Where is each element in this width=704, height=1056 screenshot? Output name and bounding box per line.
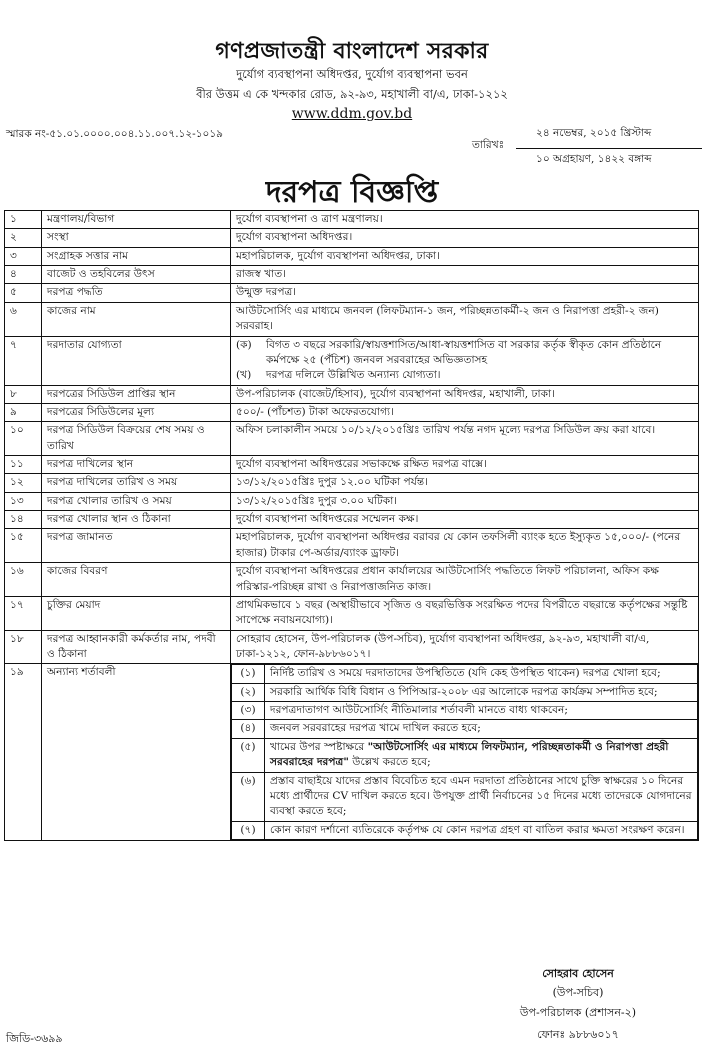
table-row xyxy=(5,336,699,385)
term-text: প্রস্তাব বাছাইয়ে যাদের প্রস্তাব বিবেচিত হবে এমন দরদাতা প্রতিষ্ঠানের সাথে চুক্তি স্বাক্ষরের ১০ দিনের মধ্যে প্রার্থীদের CV দাখিল করতে হবে। উপযুক্ত প্রার্থী নির্বাচনের ১৫ দিনের মধ্যে তাদেরকে যোগদানের ব্যবস্থা করতে হবে; xyxy=(265,772,698,821)
table-row xyxy=(5,456,699,474)
row-item: দরপত্রের সিডিউল প্রাপ্তির স্থান xyxy=(42,385,231,403)
date-gregorian: ২৪ নভেম্বর, ২০১৫ খ্রিস্টাব্দ xyxy=(536,127,652,139)
term-row xyxy=(232,702,698,720)
row-detail: মহাপরিচালক, দুর্যোগ ব্যবস্থাপনা অধিদপ্তর, ঢাকা। xyxy=(231,247,699,265)
row-item: সংস্থা xyxy=(42,229,231,247)
terms-cell xyxy=(231,664,699,841)
qualification-b-text: দরপত্র দলিলে উল্লিখিত অন্যান্য যোগ্যতা। xyxy=(266,369,441,382)
term-text-post: উল্লেখ করতে হবে; xyxy=(352,756,431,769)
row-item: দরপত্র খোলার স্থান ও ঠিকানা xyxy=(42,511,231,529)
row-detail: দুর্যোগ ব্যবস্থাপনা অধিদপ্তরের সভাকক্ষে রক্ষিত দরপত্র বাক্সে। xyxy=(231,456,699,474)
row-serial: ৫ xyxy=(5,284,42,302)
date-divider xyxy=(516,148,702,149)
term-number: (১) xyxy=(232,665,265,683)
date-label: তারিখঃ xyxy=(472,139,505,151)
row-item: চুক্তির মেয়াদ xyxy=(42,596,231,630)
row-serial: ৩ xyxy=(5,247,42,265)
table-row xyxy=(5,302,699,336)
row-serial: ২ xyxy=(5,229,42,247)
table-row xyxy=(5,630,699,664)
row-serial: ১৯ xyxy=(5,664,42,841)
table-row xyxy=(5,492,699,510)
website-link[interactable]: www.ddm.gov.bd xyxy=(291,106,413,122)
row-serial: ৮ xyxy=(5,385,42,403)
office-address: বীর উত্তম এ কে খন্দকার রোড, ৯২-৯৩, মহাখালী বা/এ, ঢাকা-১২১২ xyxy=(196,87,508,101)
row-serial: ১৪ xyxy=(5,511,42,529)
row-item: দরপত্র দাখিলের তারিখ ও সময় xyxy=(42,474,231,492)
table-row xyxy=(5,563,699,597)
row-serial: ১০ xyxy=(5,422,42,456)
row-detail: ৫০০/- (পাঁচশত) টাকা অফেরতযোগ্য। xyxy=(231,403,699,421)
row-serial: ১৩ xyxy=(5,492,42,510)
table-row xyxy=(5,247,699,265)
table-row xyxy=(5,284,699,302)
row-serial: ৯ xyxy=(5,403,42,421)
term-row xyxy=(232,738,698,772)
notice-table xyxy=(4,210,699,841)
table-row xyxy=(5,511,699,529)
term-text xyxy=(265,738,698,772)
term-number: (৪) xyxy=(232,720,265,738)
row-detail: দুর্যোগ ব্যবস্থাপনা ও ত্রাণ মন্ত্রণালয়। xyxy=(231,211,699,229)
row-item: দরপত্র আহ্বানকারী কর্মকর্তার নাম, পদবী ও ঠিকানা xyxy=(42,630,231,664)
row-item: বাজেট ও তহবিলের উৎস xyxy=(42,266,231,284)
term-number: (২) xyxy=(232,683,265,701)
row-detail: সোহরাব হোসেন, উপ-পরিচালক (উপ-সচিব), দুর্যোগ ব্যবস্থাপনা অধিদপ্তর, ৯২-৯৩, মহাখালী বা/এ, ঢাকা-১২১২, ফোন-৯৮৮৬০১৭। xyxy=(231,630,699,664)
term-text: নির্দিষ্ট তারিখ ও সময়ে দরদাতাদের উপস্থিতিতে (যদি কেহ উপস্থিত থাকেন) দরপত্র খোলা হবে; xyxy=(265,665,698,683)
row-item: দরদাতার যোগ্যতা xyxy=(42,336,231,385)
qualification-a-text: বিগত ৩ বছরে সরকারি/স্বায়ত্তশাসিত/আধা-স্বায়ত্তশাসিত বা সরকার কর্তৃক স্বীকৃত কোন প্রতিষ্ঠানে কর্মপক্ষে ২৫ (পঁচিশ) জনবল সরবরাহের অভিজ্ঞতাসহ xyxy=(266,338,662,366)
office-name: দুর্যোগ ব্যবস্থাপনা অধিদপ্তর, দুর্যোগ ব্যবস্থাপনা ভবন xyxy=(236,67,468,81)
table-row xyxy=(5,403,699,421)
term-row xyxy=(232,720,698,738)
qualification-b xyxy=(236,368,693,383)
term-row xyxy=(232,821,698,839)
term-number: (৭) xyxy=(232,821,265,839)
table-row xyxy=(5,596,699,630)
row-item: সংগ্রাহক সত্তার নাম xyxy=(42,247,231,265)
row-serial: ৪ xyxy=(5,266,42,284)
signatory-designation: (উপ-সচিব) xyxy=(552,986,604,999)
row-item: দরপত্রের সিডিউলের মূল্য xyxy=(42,403,231,421)
row-serial: ১৭ xyxy=(5,596,42,630)
row-serial: ১ xyxy=(5,211,42,229)
row-serial: ৭ xyxy=(5,336,42,385)
qualification-a-marker: (ক) xyxy=(236,338,252,351)
term-text: কোন কারণ দর্শানো ব্যতিরেকে কর্তৃপক্ষ যে কোন দরপত্র গ্রহণ বা বাতিল করার ক্ষমতা সংরক্ষণ করেন। xyxy=(265,821,698,839)
row-serial: ১১ xyxy=(5,456,42,474)
row-serial: ১২ xyxy=(5,474,42,492)
term-number: (৫) xyxy=(232,738,265,772)
term-text: সরকারি আর্থিক বিধি বিধান ও পিপিআর-২০০৮ এর আলোকে দরপত্র কার্যক্রম সম্পাদিত হবে; xyxy=(265,683,698,701)
term-row xyxy=(232,772,698,821)
table-row xyxy=(5,664,699,841)
term-number: (৬) xyxy=(232,772,265,821)
table-row xyxy=(5,529,699,563)
date-bangla: ১০ অগ্রহায়ণ, ১৪২২ বঙ্গাব্দ xyxy=(536,153,652,165)
term-row xyxy=(232,683,698,701)
term-text: জনবল সরবরাহের দরপত্র খামে দাখিল করতে হবে; xyxy=(265,720,698,738)
row-serial: ১৬ xyxy=(5,563,42,597)
row-detail: ১৩/১২/২০১৫খ্রিঃ দুপুর ১২.০০ ঘটিকা পর্যন্ত। xyxy=(231,474,699,492)
term-text-bold: "আউটসোর্সিং এর মাধ্যমে লিফটম্যান, পরিচ্ছন্নতাকর্মী ও নিরাপত্তা প্রহরী সরবরাহের দরপত্র" xyxy=(270,740,669,769)
row-item: দরপত্র জামানত xyxy=(42,529,231,563)
table-row xyxy=(5,422,699,456)
row-item: কাজের নাম xyxy=(42,302,231,336)
signatory-phone: ফোনঃ ৯৮৮৬০১৭ xyxy=(537,1028,619,1041)
qualification-a xyxy=(236,338,693,369)
row-item: দরপত্র খোলার তারিখ ও সময় xyxy=(42,492,231,510)
row-item: মন্ত্রণালয়/বিভাগ xyxy=(42,211,231,229)
term-text: দরপত্রদাতাগণ আউটসোর্সিং নীতিমালার শর্তাবলী মানতে বাধ্য থাকবেন; xyxy=(265,702,698,720)
terms-table xyxy=(231,664,698,840)
government-title: গণপ্রজাতন্ত্রী বাংলাদেশ সরকার xyxy=(215,38,489,64)
row-serial: ৬ xyxy=(5,302,42,336)
term-number: (৩) xyxy=(232,702,265,720)
table-row xyxy=(5,266,699,284)
gd-number: জিডি-৩৬৯৯ xyxy=(6,1032,63,1045)
row-detail: উপ-পরিচালক (বাজেট/হিসাব), দুর্যোগ ব্যবস্থাপনা অধিদপ্তর, মহাখালী, ঢাকা। xyxy=(231,385,699,403)
row-detail: প্রাথমিকভাবে ১ বছর (অস্থায়ীভাবে সৃজিত ও বছরভিত্তিক সংরক্ষিত পদের বিপরীতে বছরান্তে কর্তৃপক্ষের সন্তুষ্টি সাপেক্ষে নবায়নযোগ্য)। xyxy=(231,596,699,630)
row-item: কাজের বিবরণ xyxy=(42,563,231,597)
table-row xyxy=(5,211,699,229)
row-item: দরপত্র সিডিউল বিক্রয়ের শেষ সময় ও তারিখ xyxy=(42,422,231,456)
table-row xyxy=(5,474,699,492)
row-serial: ১৮ xyxy=(5,630,42,664)
notice-title: দরপত্র বিজ্ঞপ্তি xyxy=(265,175,439,210)
memo-number: স্মারক নং-৫১.০১.০০০০.০০৪.১১.০০৭.১২-১০১৯ xyxy=(6,128,223,140)
row-detail: ১৩/১২/২০১৫খ্রিঃ দুপুর ৩.০০ ঘটিকা। xyxy=(231,492,699,510)
row-detail: আউটসোর্সিং এর মাধ্যমে জনবল (লিফটম্যান-১ জন, পরিচ্ছন্নতাকর্মী-২ জন ও নিরাপত্তা প্রহরী-২ জন) সরবরাহ। xyxy=(231,302,699,336)
row-detail: উন্মুক্ত দরপত্র। xyxy=(231,284,699,302)
row-detail: রাজস্ব খাত। xyxy=(231,266,699,284)
term-row xyxy=(232,665,698,683)
row-detail: দুর্যোগ ব্যবস্থাপনা অধিদপ্তরের সম্মেলন কক্ষ। xyxy=(231,511,699,529)
row-serial: ১৫ xyxy=(5,529,42,563)
signatory-office: উপ-পরিচালক (প্রশাসন-২) xyxy=(519,1006,637,1019)
signatory-name: সোহরাব হোসেন xyxy=(542,967,614,980)
row-item: অন্যান্য শর্তাবলী xyxy=(42,664,231,841)
row-detail xyxy=(231,336,699,385)
row-item: দরপত্র পদ্ধতি xyxy=(42,284,231,302)
term-text-pre: খামের উপর স্পষ্টাক্ষরে xyxy=(270,740,365,753)
row-detail: অফিস চলাকালীন সময়ে ১০/১২/২০১৫খ্রিঃ তারিখ পর্যন্ত নগদ মূল্যে দরপত্র সিডিউল ক্রয় করা যাবে। xyxy=(231,422,699,456)
qualification-b-marker: (খ) xyxy=(236,369,252,382)
table-row xyxy=(5,385,699,403)
row-detail: দুর্যোগ ব্যবস্থাপনা অধিদপ্তরের প্রধান কার্যালয়ের আউটসোর্সিং পদ্ধতিতে লিফট পরিচালনা, অফিস কক্ষ পরিস্কার-পরিচ্ছন্ন রাখা ও নিরাপত্তাজনিত কাজ। xyxy=(231,563,699,597)
table-row xyxy=(5,229,699,247)
row-item: দরপত্র দাখিলের স্থান xyxy=(42,456,231,474)
row-detail: মহাপরিচালক, দুর্যোগ ব্যবস্থাপনা অধিদপ্তর বরাবর যে কোন তফসিলী ব্যাংক হতে ইস্যুকৃত ১৫,০০০/- (পনের হাজার) টাকার পে-অর্ডার/ব্যাংক ড্রাফট। xyxy=(231,529,699,563)
row-detail: দুর্যোগ ব্যবস্থাপনা অধিদপ্তর। xyxy=(231,229,699,247)
